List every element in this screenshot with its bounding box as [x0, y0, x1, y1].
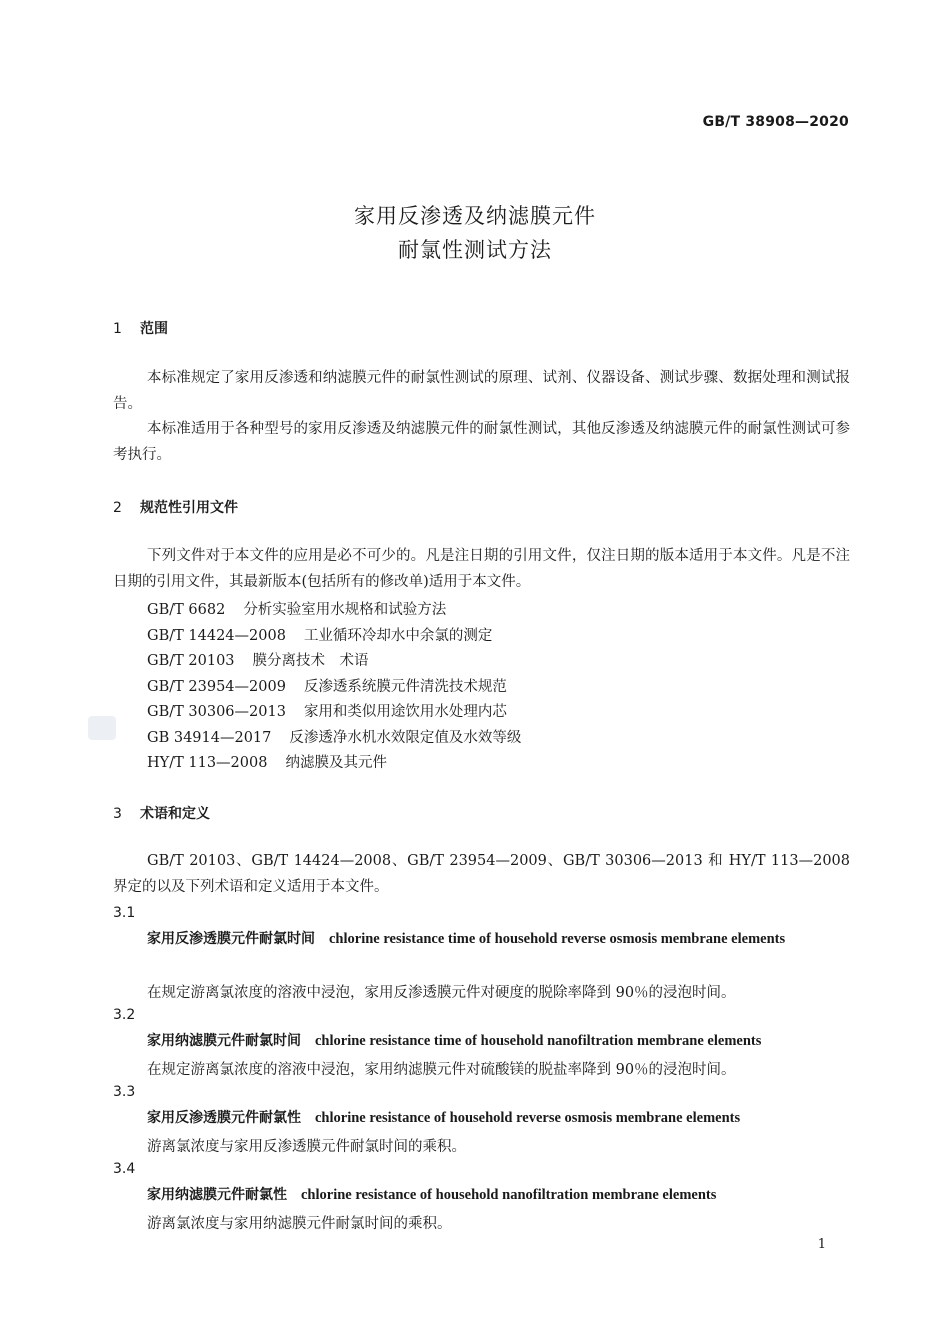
term-definition: 在规定游离氯浓度的溶液中浸泡，家用反渗透膜元件对硬度的脱除率降到 90％的浸泡时间。 [147, 985, 736, 1001]
section-2-number: 2 [113, 500, 122, 516]
section-1-heading [113, 318, 168, 338]
term-heading: 家用纳滤膜元件耐氯时间 chlorine resistance time of household nanofiltration membrane elements [147, 1033, 762, 1049]
reference-item: GB/T 23954—2009 反渗透系统膜元件清洗技术规范 [147, 679, 507, 695]
section-1-para-2: 本标准适用于各种型号的家用反渗透及纳滤膜元件的耐氯性测试，其他反渗透及纳滤膜元件的耐氯性测试可参考执行。 [113, 421, 850, 463]
term-number: 3.3 [113, 1084, 136, 1100]
term-number: 3.1 [113, 905, 136, 921]
section-1-title: 范围 [140, 321, 168, 337]
term-definition: 游离氯浓度与家用反渗透膜元件耐氯时间的乘积。 [147, 1139, 466, 1155]
section-3-heading [113, 803, 210, 823]
standard-number: GB/T 38908—2020 [702, 114, 849, 130]
term-heading: 家用反渗透膜元件耐氯时间 chlorine resistance time of household reverse osmosis membrane elements [147, 931, 786, 947]
section-3-number: 3 [113, 806, 122, 822]
title-line-1: 家用反渗透及纳滤膜元件 [354, 204, 596, 228]
term-heading: 家用纳滤膜元件耐氯性 chlorine resistance of household nanofiltration membrane elements [147, 1187, 717, 1203]
term-heading: 家用反渗透膜元件耐氯性 chlorine resistance of household reverse osmosis membrane elements [147, 1110, 741, 1126]
section-1-number: 1 [113, 321, 122, 337]
reference-item: GB/T 20103 膜分离技术 术语 [147, 653, 369, 669]
section-2-heading [113, 497, 238, 517]
title-line-2: 耐氯性测试方法 [398, 238, 552, 262]
reference-item: GB/T 30306—2013 家用和类似用途饮用水处理内芯 [147, 704, 507, 720]
term-definition: 在规定游离氯浓度的溶液中浸泡，家用纳滤膜元件对硫酸镁的脱盐率降到 90％的浸泡时间。 [147, 1062, 736, 1078]
term-number: 3.2 [113, 1007, 136, 1023]
term-definition: 游离氯浓度与家用纳滤膜元件耐氯时间的乘积。 [147, 1216, 452, 1232]
section-2-title: 规范性引用文件 [140, 500, 238, 516]
section-3-intro: GB/T 20103、GB/T 14424—2008、GB/T 23954—2009、GB/T 30306—2013 和 HY/T 113—2008界定的以及下列术语和定义适用于本文件。 [113, 853, 850, 895]
reference-item: GB/T 14424—2008 工业循环冷却水中余氯的测定 [147, 628, 493, 644]
page-number: 1 [817, 1237, 826, 1252]
section-1-para-1: 本标准规定了家用反渗透和纳滤膜元件的耐氯性测试的原理、试剂、仪器设备、测试步骤、数据处理和测试报告。 [113, 370, 850, 412]
section-2-intro: 下列文件对于本文件的应用是必不可少的。凡是注日期的引用文件，仅注日期的版本适用于本文件。凡是不注日期的引用文件，其最新版本(包括所有的修改单)适用于本文件。 [113, 548, 850, 590]
term-number: 3.4 [113, 1161, 136, 1177]
watermark-logo [88, 716, 116, 740]
reference-item: GB/T 6682 分析实验室用水规格和试验方法 [147, 602, 447, 618]
reference-item: HY/T 113—2008 纳滤膜及其元件 [147, 755, 387, 771]
reference-item: GB 34914—2017 反渗透净水机水效限定值及水效等级 [147, 730, 522, 746]
section-3-title: 术语和定义 [140, 806, 210, 822]
